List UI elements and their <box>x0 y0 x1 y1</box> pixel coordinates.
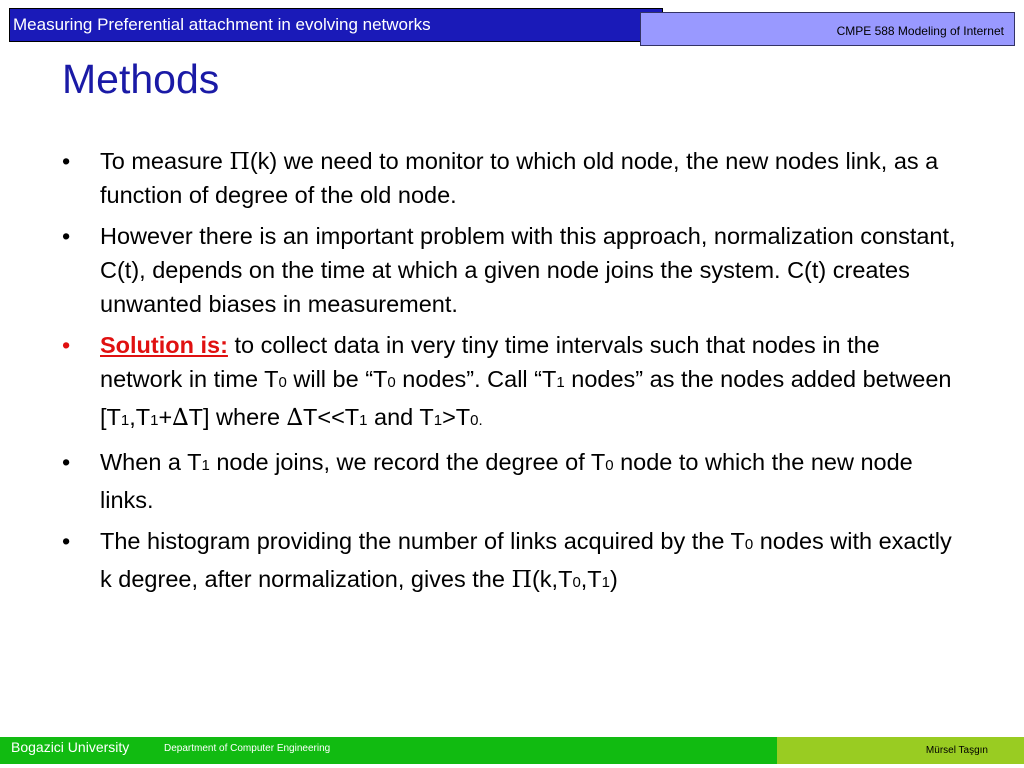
course-label: CMPE 588 Modeling of Internet <box>836 24 1004 38</box>
bullet-marker: • <box>62 332 71 358</box>
subscript: 1 <box>556 374 565 391</box>
subscript: 1 <box>201 457 210 474</box>
pi-symbol: Π <box>229 147 250 175</box>
footer-left-panel <box>0 737 777 764</box>
bullet-text: The histogram providing the number of links acquired by the T <box>100 528 745 554</box>
course-label-box <box>640 12 1015 46</box>
bullet-item <box>62 144 962 212</box>
footer-bar <box>0 737 1024 764</box>
delta-symbol: ∆ <box>286 403 303 431</box>
bullet-text: ,T <box>129 404 151 430</box>
subscript: 1 <box>359 412 368 429</box>
bullet-item <box>62 445 962 517</box>
subscript: 0 <box>278 374 287 391</box>
subscript: 0. <box>470 412 483 429</box>
slide-title: Methods <box>62 56 220 102</box>
bullet-text: nodes”. Call “T <box>395 366 557 392</box>
subscript: 0 <box>605 457 614 474</box>
subscript: 1 <box>601 574 611 591</box>
presentation-title: Measuring Preferential attachment in evolving networks <box>13 15 431 34</box>
bullet-text: nodes” as the nodes added between [T <box>100 366 952 430</box>
pi-symbol: Π <box>511 565 532 593</box>
bullet-marker: • <box>62 148 71 174</box>
bullet-text: and T <box>367 404 434 430</box>
university-name: Bogazici University <box>11 739 130 755</box>
bullet-text: (k,T <box>531 566 573 592</box>
bullet-text: node to which the new node links. <box>100 449 913 513</box>
bullet-text: will be “T <box>286 366 388 392</box>
bullet-text: ,T <box>580 566 602 592</box>
bullet-text: >T <box>442 404 471 430</box>
bullet-marker: • <box>62 449 71 475</box>
bullet-text: ) <box>610 566 618 592</box>
subscript: 1 <box>433 412 443 429</box>
bullet-text: (k) we need to monitor to which old node, the new nodes link, as a function of degree of the old node. <box>100 148 939 208</box>
subscript: 0 <box>387 374 396 391</box>
bullet-item <box>62 219 962 321</box>
bullet-text: However there is an important problem with this approach, normalization constant, C(t), depends on the time at which a given node joins the system. C(t) creates unwanted biases in measurement. <box>100 223 956 317</box>
bullet-text: T<<T <box>303 404 360 430</box>
subscript: 1 <box>120 412 130 429</box>
author-name: Mürsel Taşgın <box>925 745 988 756</box>
bullet-text: When a T <box>100 449 202 475</box>
subscript: 1 <box>150 412 159 429</box>
bullet-item-solution <box>62 328 962 438</box>
bullet-text: to collect data in very tiny time intervals such that nodes in the network in time T <box>100 332 880 392</box>
bullet-text: node joins, we record the degree of T <box>209 449 606 475</box>
bullet-text: nodes with exactly k degree, after normalization, gives the <box>100 528 952 592</box>
bullet-marker: • <box>62 223 71 249</box>
footer-right-panel <box>777 737 1024 764</box>
bullet-text: + <box>158 404 173 430</box>
presentation-title-banner <box>9 8 663 42</box>
department-name: Department of Computer Engineering <box>164 743 331 754</box>
solution-label: Solution is: <box>100 332 228 358</box>
bullet-text: To measure <box>100 148 230 174</box>
subscript: 0 <box>572 574 581 591</box>
bullet-marker: • <box>62 528 71 554</box>
delta-symbol: ∆ <box>172 403 189 431</box>
bullet-list <box>62 144 962 607</box>
subscript: 0 <box>744 536 754 553</box>
bullet-text: T] where <box>188 404 287 430</box>
bullet-item <box>62 524 962 600</box>
